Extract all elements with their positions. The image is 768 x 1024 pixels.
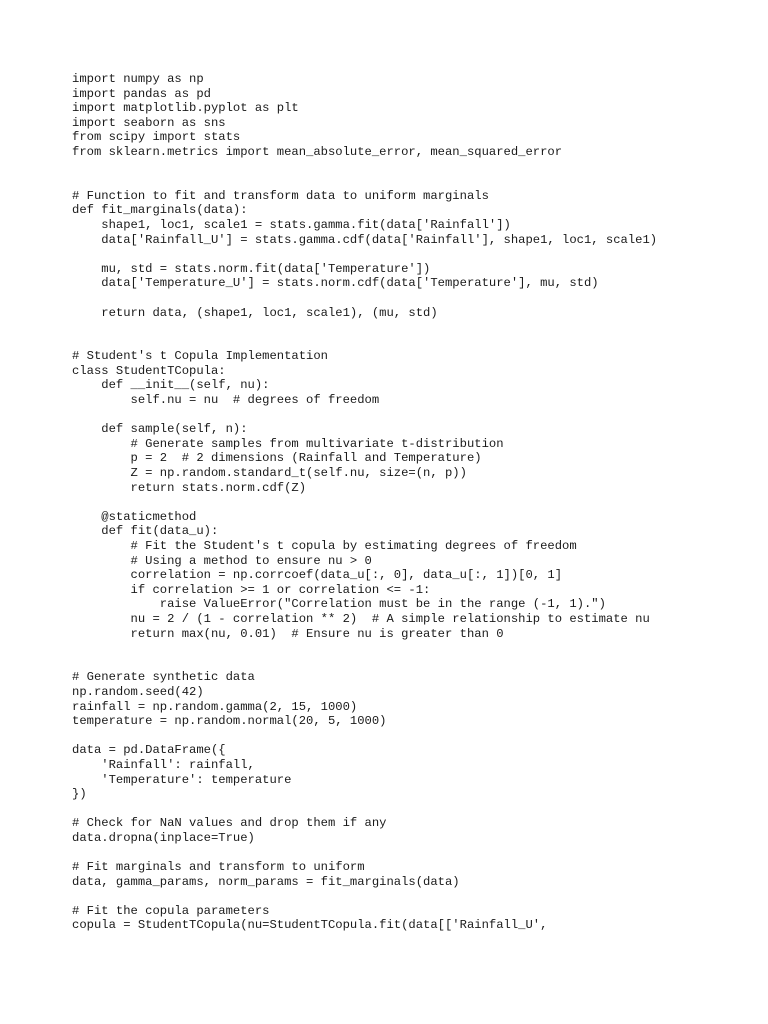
code-line: import pandas as pd <box>72 86 211 101</box>
code-line: return stats.norm.cdf(Z) <box>72 480 307 495</box>
code-line: temperature = np.random.normal(20, 5, 1000) <box>72 714 387 729</box>
blank-line <box>72 335 748 350</box>
code-line: }) <box>72 787 87 802</box>
blank-line <box>72 641 748 656</box>
code-line: import matplotlib.pyplot as plt <box>72 101 299 116</box>
code-line: correlation = np.corrcoef(data_u[:, 0], data_u[:, 1])[0, 1] <box>72 568 563 583</box>
code-line: data['Temperature_U'] = stats.norm.cdf(data['Temperature'], mu, std) <box>72 276 599 291</box>
code-page <box>72 72 748 933</box>
code-line: # Fit the Student's t copula by estimating degrees of freedom <box>72 539 577 553</box>
code-line: def __init__(self, nu): <box>72 378 270 393</box>
blank-line <box>72 160 748 175</box>
code-line: data['Rainfall_U'] = stats.gamma.cdf(data['Rainfall'], shape1, loc1, scale1) <box>72 232 658 247</box>
code-line: np.random.seed(42) <box>72 684 204 699</box>
code-line: mu, std = stats.norm.fit(data['Temperature']) <box>72 261 431 276</box>
blank-line <box>72 495 748 510</box>
blank-line <box>72 889 748 904</box>
code-line: 'Rainfall': rainfall, <box>72 757 255 772</box>
blank-line <box>72 408 748 423</box>
blank-line <box>72 320 748 335</box>
code-line: return max(nu, 0.01) # Ensure nu is greater than 0 <box>72 626 504 641</box>
code-line: def fit(data_u): <box>72 524 219 539</box>
code-line: # Check for NaN values and drop them if any <box>72 816 387 831</box>
blank-line <box>72 174 748 189</box>
code-line: data = pd.DataFrame({ <box>72 743 226 758</box>
blank-line <box>72 247 748 262</box>
code-line: Z = np.random.standard_t(self.nu, size=(n, p)) <box>72 466 467 481</box>
code-line: from scipy import stats <box>72 130 241 145</box>
blank-line <box>72 802 748 817</box>
code-line: data.dropna(inplace=True) <box>72 830 255 845</box>
code-line: raise ValueError("Correlation must be in the range (-1, 1).") <box>72 597 606 612</box>
code-line: @staticmethod <box>72 509 197 524</box>
code-line: if correlation >= 1 or correlation <= -1: <box>72 582 431 597</box>
code-line: rainfall = np.random.gamma(2, 15, 1000) <box>72 699 358 714</box>
code-line: 'Temperature': temperature <box>72 772 292 787</box>
blank-line <box>72 845 748 860</box>
code-line: data, gamma_params, norm_params = fit_marginals(data) <box>72 874 460 889</box>
code-line: nu = 2 / (1 - correlation ** 2) # A simple relationship to estimate nu <box>72 611 650 626</box>
code-line: self.nu = nu # degrees of freedom <box>72 393 380 408</box>
code-line: return data, (shape1, loc1, scale1), (mu, std) <box>72 305 438 320</box>
blank-line <box>72 656 748 671</box>
code-line: shape1, loc1, scale1 = stats.gamma.fit(data['Rainfall']) <box>72 217 511 232</box>
code-line: # Fit marginals and transform to uniform <box>72 860 365 875</box>
blank-line <box>72 291 748 306</box>
code-line: class StudentTCopula: <box>72 363 226 378</box>
blank-line <box>72 729 748 744</box>
code-line: # Generate synthetic data <box>72 670 255 685</box>
code-line: from sklearn.metrics import mean_absolute_error, mean_squared_error <box>72 144 563 159</box>
code-line: def fit_marginals(data): <box>72 203 248 218</box>
code-line: # Function to fit and transform data to uniform marginals <box>72 188 489 203</box>
code-line: # Fit the copula parameters <box>72 903 270 918</box>
code-line: # Using a method to ensure nu > 0 <box>72 553 372 568</box>
code-line: # Generate samples from multivariate t-distribution <box>72 436 504 451</box>
code-line: import numpy as np <box>72 72 204 86</box>
code-line: # Student's t Copula Implementation <box>72 349 328 364</box>
code-line: import seaborn as sns <box>72 115 226 130</box>
code-line: p = 2 # 2 dimensions (Rainfall and Temperature) <box>72 451 482 466</box>
code-line: copula = StudentTCopula(nu=StudentTCopula.fit(data[['Rainfall_U', <box>72 918 548 933</box>
code-line: def sample(self, n): <box>72 422 248 437</box>
